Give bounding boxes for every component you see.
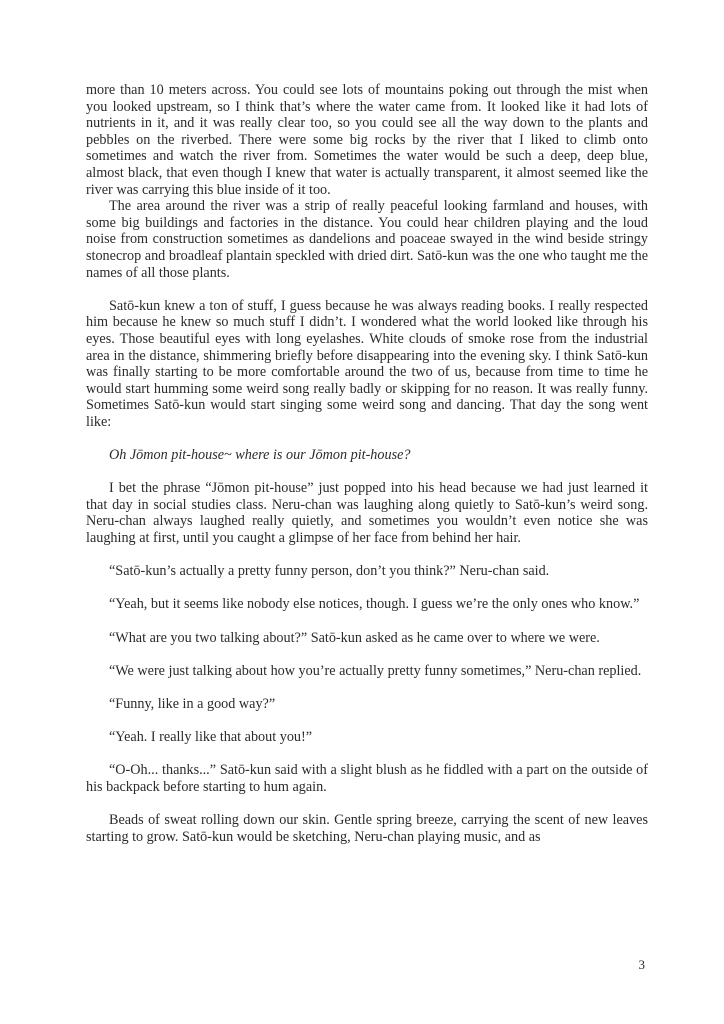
dialogue-paragraph: “What are you two talking about?” Satō-kun asked as he came over to where we were. bbox=[109, 629, 600, 646]
paragraph: I bet the phrase “Jōmon pit-house” just popped into his head because we had just learned it that day in social studies class. Neru-chan was laughing along quietly to Satō-kun’s weird song. Neru-chan always laughed really quietly, and sometimes you wouldn’t even notice she was laughing at first, until you caught a glimpse of her face from behind her hair. bbox=[86, 480, 648, 547]
paragraph: Beads of sweat rolling down our skin. Gentle spring breeze, carrying the scent of new leaves starting to grow. Satō-kun would be sketching, Neru-chan playing music, and as bbox=[86, 812, 648, 845]
dialogue-paragraph: “Satō-kun’s actually a pretty funny person, don’t you think?” Neru-chan said. bbox=[109, 563, 550, 580]
paragraph: The area around the river was a strip of really peaceful looking farmland and houses, with some big buildings and factories in the distance. You could hear children playing and the loud noise from construction sometimes as dandelions and poaceae swayed in the wind beside stringy stonecrop and broadleaf plantain speckled with dried dirt. Satō-kun was the one who taught me the names of all those plants. bbox=[86, 198, 648, 281]
paragraph: Satō-kun knew a ton of stuff, I guess because he was always reading books. I really respected him because he knew so much stuff I didn’t. I wondered what the world looked like through his eyes. Those beautiful eyes with long eyelashes. White clouds of smoke rose from the industrial area in the distance, shimmering briefly before disappearing into the evening sky. I think Satō-kun was finally starting to be more comfortable around the two of us, because from time to time he would start humming some weird song really badly or skipping for no reason. It was really funny. Sometimes Satō-kun would start singing some weird song and dancing. That day the song went like: bbox=[86, 297, 648, 430]
song-lyric: Oh Jōmon pit-house~ where is our Jōmon pit-house? bbox=[109, 447, 411, 464]
dialogue-paragraph: “O-Oh... thanks...” Satō-kun said with a slight blush as he fiddled with a part on the outside of his backpack before starting to hum again. bbox=[86, 762, 648, 795]
dialogue-paragraph: “Yeah. I really like that about you!” bbox=[109, 729, 313, 746]
page-number: 3 bbox=[638, 957, 645, 972]
dialogue-paragraph: “Yeah, but it seems like nobody else notices, though. I guess we’re the only ones who know.” bbox=[109, 596, 640, 613]
dialogue-paragraph: “We were just talking about how you’re actually pretty funny sometimes,” Neru-chan replied. bbox=[109, 662, 642, 679]
dialogue-paragraph: “Funny, like in a good way?” bbox=[109, 695, 276, 712]
document-body bbox=[86, 82, 648, 845]
paragraph: more than 10 meters across. You could see lots of mountains poking out through the mist when you looked upstream, so I think that’s where the water came from. It looked like it had lots of nutrients in it, and it was really clear too, so you could see all the way down to the plants and pebbles on the riverbed. There were some big rocks by the river that I liked to climb onto sometimes and watch the river from. Sometimes the water would be such a deep, deep blue, almost black, that even though I knew that water is actually transparent, it almost seemed like the river was carrying this blue inside of it too. bbox=[86, 82, 648, 198]
